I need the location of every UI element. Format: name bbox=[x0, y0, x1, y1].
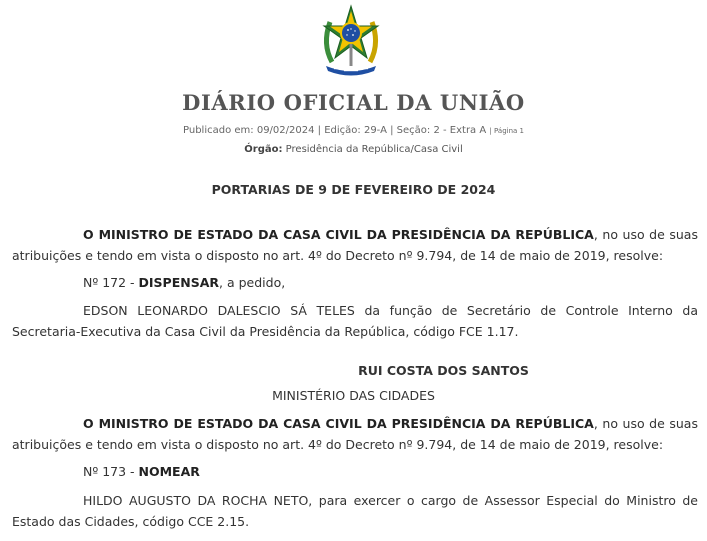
published-label: Publicado em: bbox=[183, 125, 254, 136]
block1-intro-text: , no uso de suas atribuições e tendo em vista o disposto no art. 4º do Decreto nº 9.794, de 14 de maio de 2019, resolve: bbox=[12, 227, 698, 263]
brazil-coat-of-arms-icon bbox=[318, 4, 384, 78]
block1-action-suffix: , a pedido, bbox=[219, 275, 286, 290]
block2-intro bbox=[12, 413, 698, 455]
block1-action: DISPENSAR bbox=[138, 275, 220, 290]
block2-action: NOMEAR bbox=[138, 464, 200, 479]
section: Seção: 2 - Extra A bbox=[396, 125, 487, 136]
block2-authority: O MINISTRO DE ESTADO DA CASA CIVIL DA PRESIDÊNCIA DA REPÚBLICA bbox=[83, 416, 594, 431]
organ-line bbox=[0, 143, 707, 157]
block2-number: Nº 173 - bbox=[83, 464, 139, 479]
block1-intro bbox=[12, 224, 698, 266]
block2-body: HILDO AUGUSTO DA ROCHA NETO, para exercer o cargo de Assessor Especial do Ministro de Estado das Cidades, código CCE 2.15. bbox=[12, 493, 698, 529]
signer-name: RUI COSTA DOS SANTOS bbox=[358, 363, 529, 378]
page-title: DIÁRIO OFICIAL DA UNIÃO bbox=[182, 90, 525, 115]
publication-meta: Publicado em: 09/02/2024 | Edição: 29-A | Seção: 2 - Extra A | Página 1 bbox=[183, 125, 524, 136]
ministry-name: MINISTÉRIO DAS CIDADES bbox=[272, 388, 435, 403]
block2-order bbox=[12, 461, 698, 482]
block2-intro-text: , no uso de suas atribuições e tendo em vista o disposto no art. 4º do Decreto nº 9.794, de 14 de maio de 2019, resolve: bbox=[12, 416, 698, 452]
block1-body: EDSON LEONARDO DALESCIO SÁ TELES da função de Secretário de Controle Interno da Secretaria-Executiva da Casa Civil da Presidência da República, código FCE 1.17. bbox=[12, 303, 698, 339]
block1-authority: O MINISTRO DE ESTADO DA CASA CIVIL DA PRESIDÊNCIA DA REPÚBLICA bbox=[83, 227, 594, 242]
organ-label: Órgão: bbox=[244, 144, 283, 155]
organ-value: Presidência da República/Casa Civil bbox=[285, 144, 463, 155]
published-date: 09/02/2024 bbox=[256, 125, 315, 136]
edition: Edição: 29-A bbox=[324, 125, 387, 136]
block1-order bbox=[12, 272, 698, 293]
block1-number: Nº 172 - bbox=[83, 275, 139, 290]
page-number: Página 1 bbox=[494, 127, 524, 135]
document-heading: PORTARIAS DE 9 DE FEVEREIRO DE 2024 bbox=[211, 182, 496, 197]
